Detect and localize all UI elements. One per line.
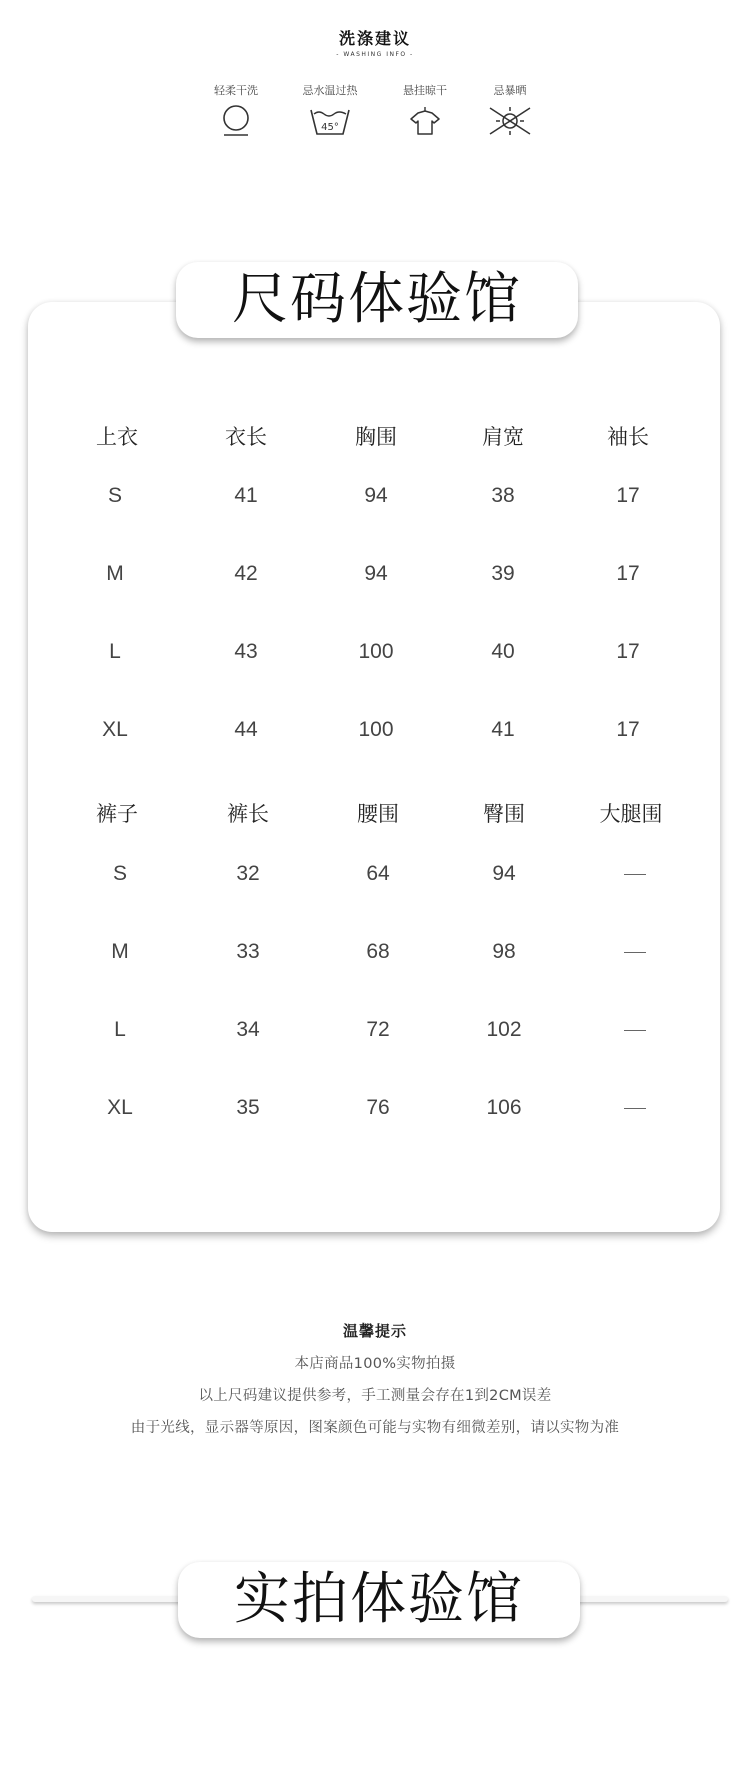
tops-cell: 17 xyxy=(616,640,640,663)
pants-cell: 106 xyxy=(486,1096,522,1119)
no-sun-icon xyxy=(460,104,560,138)
pants-thigh-cell xyxy=(575,862,695,875)
tops-cell: S xyxy=(107,484,122,507)
tips-line: 本店商品100%实物拍摄 xyxy=(294,1356,456,1372)
wash-item-label: 悬挂晾干 xyxy=(403,84,447,97)
empty-value-dash xyxy=(624,1030,646,1031)
pants-cell: 64 xyxy=(366,862,390,885)
wash-temp-badge: 45° xyxy=(321,122,339,133)
empty-value-dash xyxy=(624,1108,646,1109)
washing-icons-row xyxy=(0,82,750,142)
wash-item-label: 轻柔干洗 xyxy=(214,84,258,97)
tops-cell: 41 xyxy=(234,484,258,507)
pants-cell: 76 xyxy=(366,1096,390,1119)
size-section-title: 尺码体验馆 xyxy=(176,262,578,338)
tips-title: 温馨提示 xyxy=(342,1322,407,1340)
tops-cell: 94 xyxy=(364,484,388,507)
pants-cell: M xyxy=(111,940,129,963)
pants-cell: 94 xyxy=(492,862,516,885)
pants-cell: S xyxy=(112,862,127,885)
pants-header: 大腿围 xyxy=(599,802,663,826)
tops-header: 袖长 xyxy=(607,425,649,449)
tops-cell: 100 xyxy=(358,640,394,663)
pants-header: 裤长 xyxy=(227,802,269,826)
pants-cell: 35 xyxy=(236,1096,260,1119)
pants-header: 腰围 xyxy=(357,802,399,826)
pants-cell: 34 xyxy=(236,1018,260,1041)
pants-cell: L xyxy=(114,1018,126,1041)
tops-cell: 38 xyxy=(491,484,515,507)
pants-cell: 32 xyxy=(236,862,260,885)
empty-value-dash xyxy=(624,952,646,953)
wash-item-no-sun xyxy=(460,82,560,138)
tops-cell: 42 xyxy=(234,562,258,585)
tops-cell: 94 xyxy=(364,562,388,585)
pants-cell: 72 xyxy=(366,1018,390,1041)
tops-cell: 17 xyxy=(616,484,640,507)
tops-cell: 17 xyxy=(616,562,640,585)
pants-cell: 102 xyxy=(486,1018,522,1041)
wash-item-label: 忌水温过热 xyxy=(302,84,358,97)
wash-item-label: 忌暴晒 xyxy=(493,84,527,97)
tops-header: 上衣 xyxy=(96,425,138,449)
tops-cell: 40 xyxy=(491,640,515,663)
pants-cell: 68 xyxy=(366,940,390,963)
tops-cell: L xyxy=(109,640,121,663)
tops-cell: 41 xyxy=(491,718,515,741)
pants-cell: XL xyxy=(107,1096,133,1119)
tops-cell: XL xyxy=(102,718,128,741)
tops-header: 衣长 xyxy=(225,425,267,449)
pants-cell: 33 xyxy=(236,940,260,963)
pants-thigh-cell xyxy=(575,940,695,953)
tops-header: 胸围 xyxy=(355,425,397,449)
tips-line: 由于光线，显示器等原因，图案颜色可能与实物有细微差别，请以实物为准 xyxy=(130,1420,620,1436)
wash-item-dry-clean xyxy=(186,82,286,138)
washing-title: 洗涤建议 xyxy=(338,29,411,48)
photo-section-title: 实拍体验馆 xyxy=(178,1562,580,1638)
empty-value-dash xyxy=(624,874,646,875)
tips-line: 以上尺码建议提供参考，手工测量会存在1到2CM误差 xyxy=(198,1388,552,1404)
pants-header: 裤子 xyxy=(96,802,138,826)
tops-header: 肩宽 xyxy=(482,425,524,449)
pants-cell: 98 xyxy=(492,940,516,963)
washing-subtitle: - WASHING INFO - xyxy=(336,51,414,58)
tops-cell: 100 xyxy=(358,718,394,741)
tops-cell: 17 xyxy=(616,718,640,741)
dry-clean-icon xyxy=(186,104,286,138)
tops-cell: 44 xyxy=(234,718,258,741)
pants-thigh-cell xyxy=(575,1018,695,1031)
tops-cell: 43 xyxy=(234,640,258,663)
pants-thigh-cell xyxy=(575,1096,695,1109)
wash-item-water-temp xyxy=(280,82,380,138)
tops-cell: 39 xyxy=(491,562,515,585)
washing-info-header xyxy=(0,26,750,58)
wash-45-icon xyxy=(280,104,380,138)
warm-tips xyxy=(0,1320,750,1437)
pants-header: 臀围 xyxy=(483,802,525,826)
tops-cell: M xyxy=(106,562,124,585)
